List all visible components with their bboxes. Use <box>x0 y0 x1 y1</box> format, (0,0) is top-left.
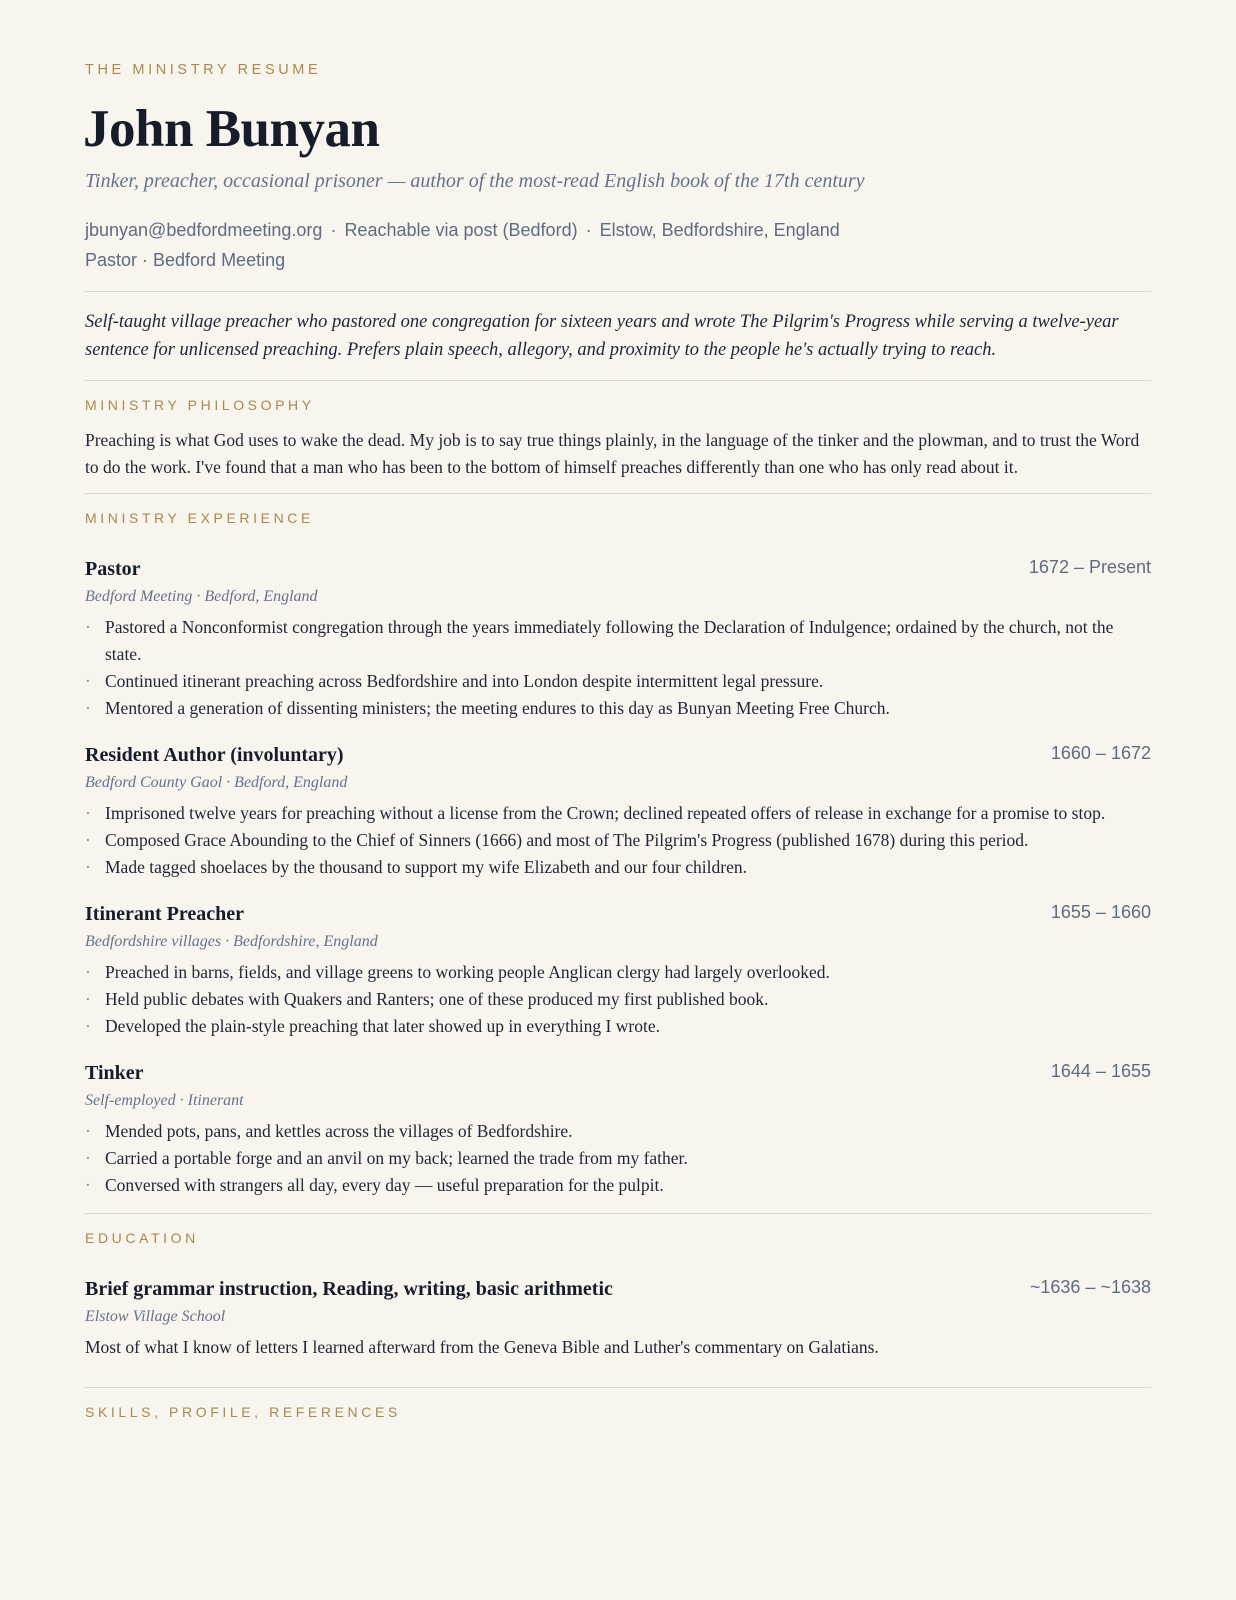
experience-item <box>85 901 1151 1040</box>
education-note: Most of what I know of letters I learned afterward from the Geneva Bible and Luther's commentary on Galatians. <box>85 1337 879 1358</box>
job-bullets <box>85 1118 1151 1199</box>
job-dates: 1660 – 1672 <box>1050 743 1151 764</box>
job-title: Itinerant Preacher <box>85 903 245 926</box>
contact-separator: · <box>330 220 337 241</box>
job-bullet: · Mended pots, pans, and kettles across the villages of Bedfordshire. <box>85 1118 1151 1145</box>
contact-phone: Reachable via post (Bedford) <box>344 220 578 241</box>
job-organization: Bedford County Gaol · Bedford, England <box>85 774 348 792</box>
contact-location: Elstow, Bedfordshire, England <box>599 220 840 241</box>
section-heading-experience: MINISTRY EXPERIENCE <box>85 510 314 527</box>
job-title: Tinker <box>85 1062 144 1085</box>
experience-list <box>85 556 1151 1199</box>
job-title: Resident Author (involuntary) <box>85 744 344 767</box>
experience-item <box>85 742 1151 881</box>
job-bullet: · Carried a portable forge and an anvil on my back; learned the trade from my father. <box>85 1145 1151 1172</box>
job-bullet: · Mentored a generation of dissenting ministers; the meeting endures to this day as Bunyan Meeting Free Church. <box>85 695 1151 722</box>
job-dates: 1644 – 1655 <box>1050 1061 1151 1082</box>
job-organization: Self-employed · Itinerant <box>85 1092 244 1110</box>
job-bullet: · Conversed with strangers all day, every day — useful preparation for the pulpit. <box>85 1172 1151 1199</box>
job-bullet: · Held public debates with Quakers and Ranters; one of these produced my first published book. <box>85 986 1151 1013</box>
job-bullet: · Pastored a Nonconformist congregation through the years immediately following the Declaration of Indulgence; ordained by the church, not the state. <box>85 614 1151 668</box>
job-organization: Bedfordshire villages · Bedfordshire, England <box>85 933 378 951</box>
education-item <box>85 1276 1151 1361</box>
divider <box>85 1387 1151 1388</box>
summary-text: Self-taught village preacher who pastored one congregation for sixteen years and wrote The Pilgrim's Progress while serving a twelve-year sentence for unlicensed preaching. Prefers plain speech, allegory, and proximity to the people he's actually trying to reach. <box>85 312 1119 361</box>
education-title: Brief grammar instruction, Reading, writing, basic arithmetic <box>85 1278 613 1301</box>
experience-item <box>85 556 1151 722</box>
current-role: Pastor · Bedford Meeting <box>85 250 286 271</box>
job-bullets <box>85 614 1151 722</box>
contact-email[interactable]: jbunyan@bedfordmeeting.org <box>85 220 323 241</box>
divider <box>85 1213 1151 1214</box>
job-organization: Bedford Meeting · Bedford, England <box>85 588 318 606</box>
section-heading-education: EDUCATION <box>85 1230 199 1247</box>
job-bullet: · Continued itinerant preaching across Bedfordshire and into London despite intermittent legal pressure. <box>85 668 1151 695</box>
education-dates: ~1636 – ~1638 <box>1029 1277 1151 1298</box>
divider <box>85 291 1151 292</box>
job-bullet: · Composed Grace Abounding to the Chief of Sinners (1666) and most of The Pilgrim's Progress (published 1678) during this period. <box>85 827 1151 854</box>
divider <box>85 493 1151 494</box>
education-school: Elstow Village School <box>85 1308 226 1326</box>
section-heading-skills: SKILLS, PROFILE, REFERENCES <box>85 1404 401 1421</box>
job-dates: 1672 – Present <box>1028 557 1151 578</box>
job-bullet: · Preached in barns, fields, and village greens to working people Anglican clergy had largely overlooked. <box>85 959 1151 986</box>
contact-line <box>85 215 1151 245</box>
resume-eyebrow: THE MINISTRY RESUME <box>85 62 322 78</box>
philosophy-text: Preaching is what God uses to wake the dead. My job is to say true things plainly, in the language of the tinker and the plowman, and to trust the Word to do the work. I've found that a man who has been to the bottom of himself preaches differently than one who has only read about it. <box>85 430 1140 478</box>
divider <box>85 380 1151 381</box>
candidate-tagline: Tinker, preacher, occasional prisoner — author of the most-read English book of the 17th century <box>85 170 865 193</box>
job-dates: 1655 – 1660 <box>1050 902 1151 923</box>
contact-separator: · <box>585 220 592 241</box>
job-title: Pastor <box>85 558 141 581</box>
job-bullet: · Developed the plain-style preaching that later showed up in everything I wrote. <box>85 1013 1151 1040</box>
experience-item <box>85 1060 1151 1199</box>
job-bullet: · Made tagged shoelaces by the thousand to support my wife Elizabeth and our four children. <box>85 854 1151 881</box>
candidate-name: John Bunyan <box>83 100 380 158</box>
job-bullets <box>85 800 1151 881</box>
section-heading-philosophy: MINISTRY PHILOSOPHY <box>85 397 315 414</box>
contact-block <box>85 215 1151 275</box>
job-bullet: · Imprisoned twelve years for preaching without a license from the Crown; declined repeated offers of release in exchange for a promise to stop. <box>85 800 1151 827</box>
job-bullets <box>85 959 1151 1040</box>
